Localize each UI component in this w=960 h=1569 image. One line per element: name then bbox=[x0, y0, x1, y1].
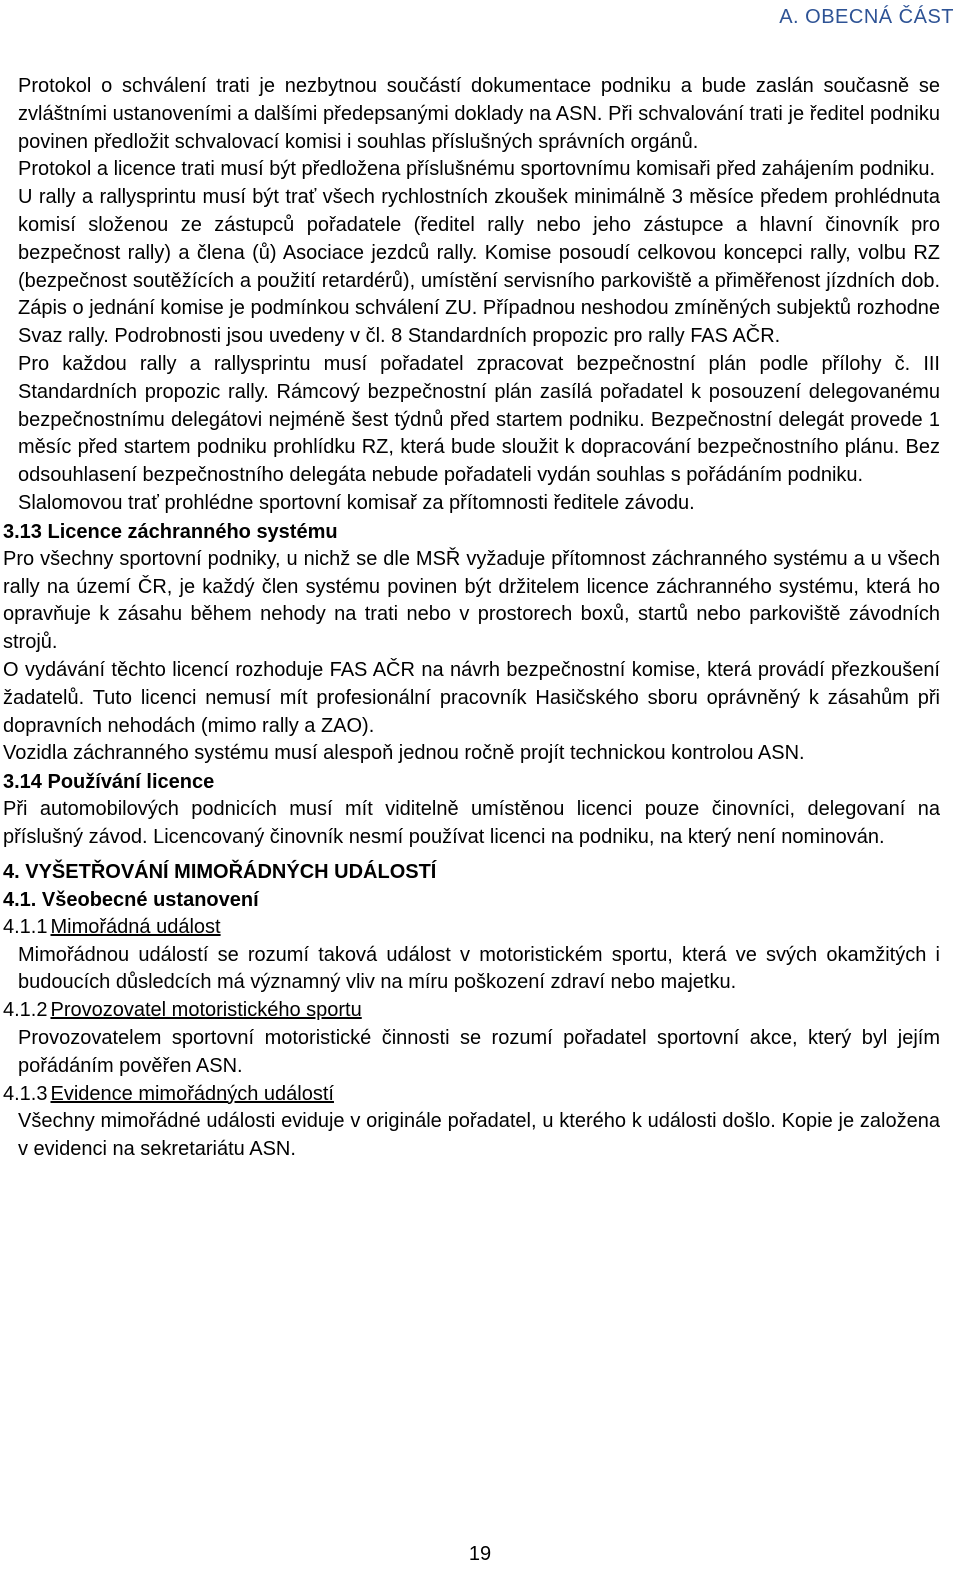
page-number: 19 bbox=[468, 1543, 492, 1565]
paragraph: U rally a rallysprintu musí být trať všech rychlostních zkoušek minimálně 3 měsíce předem prohlédnuta komisí složenou ze zástupců pořadatele (ředitel rally nebo jeho zástupce a hlavní činovník pro bezpečnost rally) a člena (ů) Asociace jezdců rally. Komise posoudí celkovou koncepci rally, volbu RZ (bezpečnost soutěžících a použití retardérů), umístění servisního parkoviště a přiměřenost jízdních dob. Zápis o jednání komise je podmínkou schválení ZU. Případnou neshodou zmíněných subjektů rozhodne Svaz rally. Podrobnosti jsou uvedeny v čl. 8 Standardních propozic pro rally FAS AČR. bbox=[18, 186, 940, 348]
item-title: Evidence mimořádných událostí bbox=[50, 1082, 334, 1105]
item-number: 4.1.3 bbox=[3, 1082, 48, 1105]
paragraph: Při automobilových podnicích musí mít viditelně umístěnou licenci pouze činovníci, delegovaní na příslušný závod. Licencovaný činovník nesmí používat licenci na podniku, na který není nominován. bbox=[3, 798, 940, 848]
paragraph: Pro všechny sportovní podniky, u nichž se dle MSŘ vyžaduje přítomnost záchranného systému a u všech rally na území ČR, je každý člen systému povinen být držitelem licence záchranného systému, která ho opravňuje k zásahu během nehody na trati nebo v prostorech boxů, startů nebo parkoviště závodních strojů. bbox=[3, 547, 940, 654]
paragraph: Všechny mimořádné události eviduje v originále pořadatel, u kterého k události došlo. Kopie je založena v evidenci na sekretariátu ASN. bbox=[18, 1110, 940, 1161]
item-number: 4.1.2 bbox=[3, 999, 48, 1022]
paragraph: Provozovatelem sportovní motoristické činnosti se rozumí pořadatel sportovní akce, který byl jejím pořádáním pověřen ASN. bbox=[18, 1026, 940, 1077]
paragraph: Protokol a licence trati musí být předložena příslušnému sportovnímu komisaři před zahájením podniku. bbox=[18, 158, 936, 181]
item-heading bbox=[3, 997, 940, 1025]
paragraph: O vydávání těchto licencí rozhoduje FAS AČR na návrh bezpečnostní komise, která provádí přezkoušení žadatelů. Tuto licenci nemusí mít profesionální pracovník Hasičského sboru oprávněný k zásahům při dopravních nehodách (mimo rally a ZAO). bbox=[3, 658, 940, 737]
item-heading bbox=[3, 1081, 940, 1109]
item-number: 4.1.1 bbox=[3, 915, 48, 938]
paragraph: Mimořádnou událostí se rozumí taková událost v motoristickém sportu, která ve svých okamžitých i budoucích důsledcích má významný vliv na míru poškození zdraví nebo majetku. bbox=[18, 943, 940, 994]
paragraph: Vozidla záchranného systému musí alespoň jednou ročně projít technickou kontrolou ASN. bbox=[3, 742, 805, 765]
item-title: Provozovatel motoristického sportu bbox=[50, 999, 362, 1022]
section-heading: 3.13 Licence záchranného systému bbox=[3, 520, 338, 543]
subsection-heading: 4.1. Všeobecné ustanovení bbox=[3, 888, 259, 911]
paragraph: Protokol o schválení trati je nezbytnou součástí dokumentace podniku a bude zaslán současně se zvláštními ustanoveními a dalšími předepsanými doklady na ASN. Při schvalování trati je ředitel podniku povinen předložit schvalovací komisi i souhlas příslušných správních orgánů. bbox=[18, 75, 940, 153]
running-header: A. OBECNÁ ČÁST bbox=[779, 6, 954, 28]
section-heading: 3.14 Používání licence bbox=[3, 771, 215, 794]
document-body bbox=[3, 73, 940, 1164]
chapter-heading: 4. VYŠETŘOVÁNÍ MIMOŘÁDNÝCH UDÁLOSTÍ bbox=[3, 860, 437, 883]
paragraph: Slalomovou trať prohlédne sportovní komisař za přítomnosti ředitele závodu. bbox=[18, 491, 695, 514]
paragraph: Pro každou rally a rallysprintu musí pořadatel zpracovat bezpečnostní plán podle přílohy č. III Standardních propozic rally. Rámcový bezpečnostní plán zasílá pořadatel k posouzení delegovanému bezpečnostnímu delegátovi nejméně šest týdnů před startem podniku. Bezpečnostní delegát provede 1 měsíc před startem podniku prohlídku RZ, která bude sloužit k dopracování bezpečnostního plánu. Bez odsouhlasení bezpečnostního delegáta nebude pořadateli vydán souhlas s pořádáním podniku. bbox=[18, 352, 940, 487]
item-heading bbox=[3, 914, 940, 942]
item-title: Mimořádná událost bbox=[50, 915, 221, 938]
